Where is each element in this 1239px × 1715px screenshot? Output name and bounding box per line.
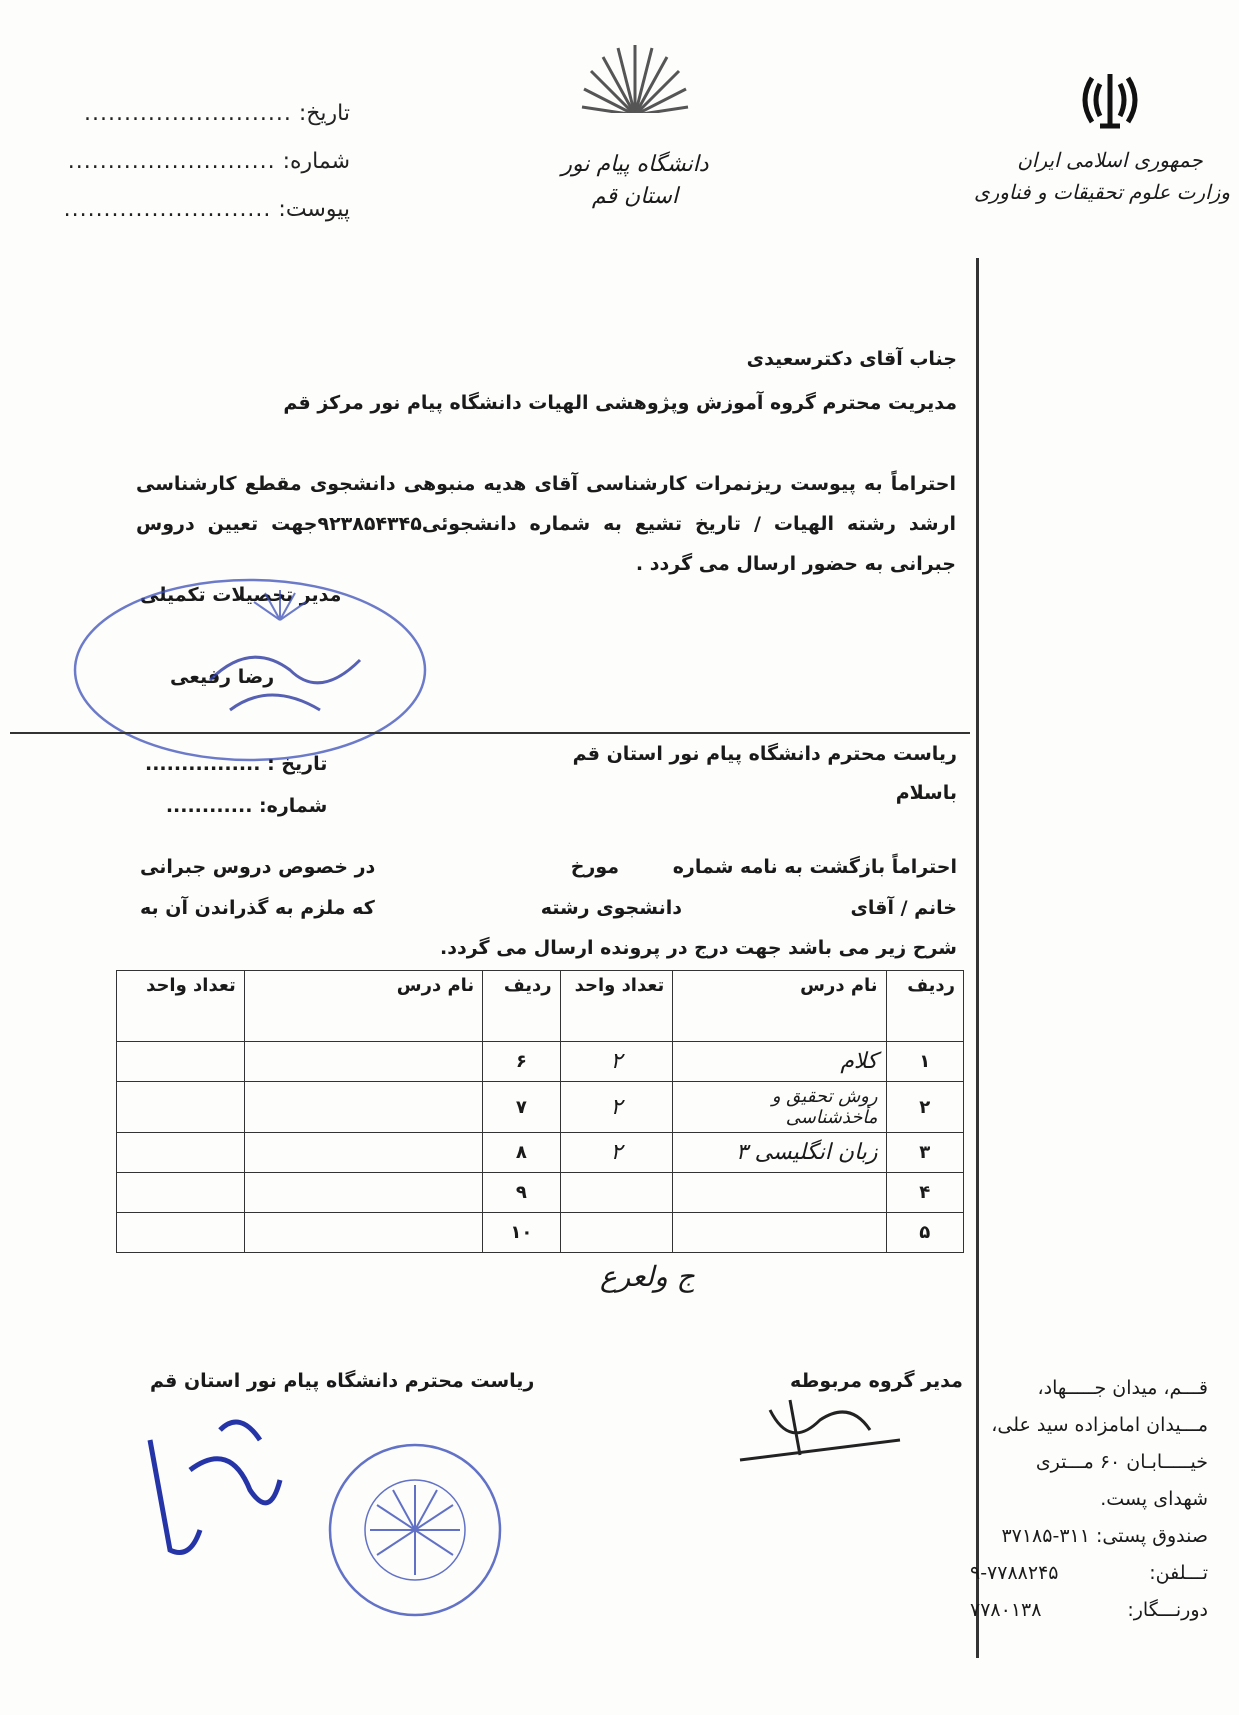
table-row [117, 1173, 964, 1213]
course-name-2 [244, 1042, 482, 1082]
number-label: شماره: [282, 149, 350, 174]
horizontal-divider [10, 732, 970, 734]
table-header-row [117, 971, 964, 1042]
row-number: ۴ [886, 1173, 963, 1213]
date-label: تاریخ: [298, 101, 350, 126]
course-units-2 [117, 1213, 245, 1253]
phone-number: ۹-۷۷۸۸۲۴۵ [970, 1562, 1059, 1584]
row-number: ۱ [886, 1042, 963, 1082]
fax-row [970, 1592, 1208, 1629]
number-row [67, 138, 350, 186]
number-dots: .......................... [67, 149, 276, 174]
university-seal [325, 1440, 505, 1620]
fax-number: ۷۷۸۰۱۳۸ [970, 1599, 1042, 1621]
footer-president: ریاست محترم دانشگاه پیام نور استان قم [150, 1370, 535, 1392]
address-line2: مـــیدان امامزاده سید علی، [991, 1414, 1208, 1436]
phone-row [970, 1555, 1208, 1592]
attachment-dots: .......................... [63, 197, 272, 222]
course-units: ۲ [560, 1042, 673, 1082]
signer-name: رضا رفیعی [170, 666, 275, 688]
reply-meta [145, 743, 327, 827]
reply-addressee: ریاست محترم دانشگاه پیام نور استان قم [572, 743, 957, 765]
letter-addressee-title: مدیریت محترم گروه آموزش وپژوهشی الهیات دانشگاه پیام نور مرکز قم [283, 392, 957, 414]
letter-addressee: جناب آقای دکترسعیدی [746, 348, 957, 370]
course-name: زبان انگلیسی ۳ [673, 1133, 886, 1173]
course-name-2 [244, 1133, 482, 1173]
course-name-2 [244, 1082, 482, 1133]
reply-line1-part-a: احتراماً بازگشت به نامه شماره [672, 856, 957, 878]
contact-address [970, 1370, 1208, 1629]
row-number: ۳ [886, 1133, 963, 1173]
course-name-2 [244, 1173, 482, 1213]
header-course-name: نام درس [673, 971, 886, 1042]
header-units: تعداد واحد [560, 971, 673, 1042]
date-dots: .......................... [83, 101, 292, 126]
courses-table [116, 970, 964, 1253]
reply-line3: شرح زیر می باشد جهت درج در پرونده ارسال می گردد. [440, 937, 957, 959]
header-units-2: تعداد واحد [117, 971, 245, 1042]
ministry-name: وزارت علوم تحقیقات و فناوری [973, 180, 1230, 204]
ministry-emblem [973, 60, 1230, 208]
row-number-2: ۱۰ [483, 1213, 560, 1253]
row-number: ۵ [886, 1213, 963, 1253]
header-course-name-2: نام درس [244, 971, 482, 1042]
university-logo [560, 35, 710, 213]
date-row [80, 90, 350, 138]
attachment-label: پیوست: [278, 197, 350, 222]
course-units [560, 1173, 673, 1213]
address-line3: خیـــــابـان ۶۰ مـــتری [1035, 1451, 1208, 1473]
table-row [117, 1213, 964, 1253]
reply-line2-part-a: خانم / آقای [850, 897, 957, 919]
course-units-2 [117, 1173, 245, 1213]
department-signature-icon [730, 1380, 910, 1470]
course-units-2 [117, 1082, 245, 1133]
fax-label: دورنـــگار: [1127, 1599, 1208, 1621]
course-units: ۲ [560, 1133, 673, 1173]
row-number: ۲ [886, 1082, 963, 1133]
footer-department-head: مدیر گروه مربوطه [790, 1370, 963, 1392]
signer-title: مدیر تحصیلات تکمیلی [140, 584, 342, 606]
country-name: جمهوری اسلامی ایران [1017, 148, 1203, 172]
university-name: دانشگاه پیام نور [561, 152, 709, 177]
reply-number: شماره: ............ [165, 795, 328, 817]
round-stamp-icon [60, 560, 440, 770]
table-row [117, 1133, 964, 1173]
blue-signature-icon [130, 1400, 300, 1580]
course-name: کلام [673, 1042, 886, 1082]
course-units: ۲ [560, 1082, 673, 1133]
university-seal-icon [325, 1440, 505, 1620]
reply-line1-part-b: مورخ [570, 856, 619, 878]
phone-label: تـــلفن: [1149, 1562, 1208, 1584]
sunburst-logo-icon [580, 35, 690, 145]
header-row-number: ردیف [886, 971, 963, 1042]
address-line4: شهدای پست. [1100, 1488, 1208, 1510]
letter-body: احتراماً به پیوست ریزنمرات کارشناسی آقای هدیه منبوهی دانشجوی مقطع کارشناسی ارشد رشته الهیات / تاریخ تشیع به شماره دانشجوئی۹۲۳۸۵۴۳۴۵جهت تعیین دروس جبرانی به حضور ارسال می گردد . [136, 473, 956, 575]
po-box: صندوق پستی: ۳۱۱-۳۷۱۸۵ [1001, 1525, 1208, 1547]
course-name-2 [244, 1213, 482, 1253]
row-number-2: ۶ [483, 1042, 560, 1082]
reply-line1-part-c: در خصوص دروس جبرانی [140, 856, 376, 878]
course-units [560, 1213, 673, 1253]
reply-salutation: باسلام [895, 782, 957, 804]
course-units-2 [117, 1133, 245, 1173]
row-number-2: ۹ [483, 1173, 560, 1213]
course-name [673, 1213, 886, 1253]
attachment-row [63, 186, 350, 234]
course-name: روش تحقیق و مأخذشناسی [673, 1082, 886, 1133]
course-name [673, 1173, 886, 1213]
row-number-2: ۷ [483, 1082, 560, 1133]
header-row-number-2: ردیف [483, 971, 560, 1042]
reply-line2-part-c: که ملزم به گذراندن آن به [140, 897, 375, 919]
table-row [117, 1042, 964, 1082]
province-name: استان قم [591, 184, 679, 209]
reply-line2-part-b: دانشجوی رشته [540, 897, 682, 919]
reply-date: تاریخ : ................ [145, 753, 328, 775]
handwritten-note: ج ولعرع [600, 1260, 695, 1293]
iran-emblem-icon [1070, 60, 1150, 140]
row-number-2: ۸ [483, 1133, 560, 1173]
table-row [117, 1082, 964, 1133]
address-line1: قـــم، میدان جـــــهاد، [1037, 1377, 1208, 1399]
letter-meta [63, 90, 350, 234]
course-units-2 [117, 1042, 245, 1082]
